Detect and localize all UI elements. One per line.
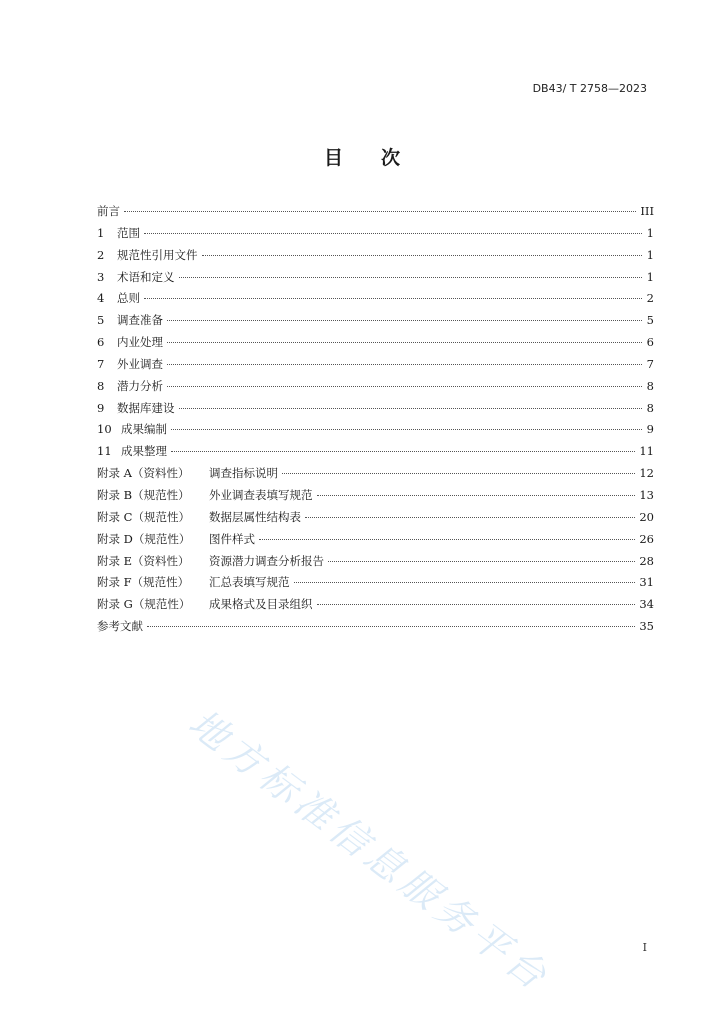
toc-page: 31 — [639, 575, 654, 590]
toc-page: 8 — [646, 400, 654, 415]
toc-entry-appendix-e[interactable] — [97, 553, 654, 575]
toc-page: 1 — [646, 247, 654, 262]
toc-appendix-label: 附录 A（资料性） — [97, 466, 190, 481]
title-char-2: 次 — [381, 147, 401, 169]
toc-label: 前言 — [97, 204, 120, 218]
toc-label: 成果整理 — [121, 444, 167, 459]
toc-entry-1[interactable] — [97, 225, 654, 247]
toc-entry-2[interactable] — [97, 247, 654, 269]
toc-leader — [259, 539, 635, 540]
toc-label: 外业调查表填写规范 — [209, 487, 313, 502]
toc-page: 26 — [639, 531, 654, 546]
toc-leader — [144, 298, 642, 299]
toc-entry-appendix-a[interactable] — [97, 465, 654, 487]
toc-number: 3 — [97, 269, 105, 284]
toc-page: 7 — [646, 356, 654, 371]
toc-leader — [179, 408, 643, 409]
toc-page: 28 — [639, 553, 654, 568]
standard-code: DB43/ T 2758—2023 — [532, 82, 647, 95]
toc-label: 范围 — [117, 225, 140, 240]
toc-leader — [294, 582, 636, 583]
toc-leader — [171, 451, 635, 452]
toc-entry-10[interactable] — [97, 421, 654, 443]
toc-leader — [144, 233, 642, 234]
title-char-1: 目 — [323, 147, 343, 169]
toc-appendix-label: 附录 E（资料性） — [97, 553, 190, 568]
toc-entry-foreword[interactable] — [97, 203, 654, 225]
toc-entry-appendix-d[interactable] — [97, 531, 654, 553]
toc-leader — [167, 364, 642, 365]
toc-page: 2 — [646, 291, 654, 306]
toc-appendix-label: 附录 C（规范性） — [97, 509, 190, 524]
toc-page: 20 — [639, 509, 654, 524]
toc-label: 术语和定义 — [117, 269, 175, 284]
toc-label: 数据库建设 — [117, 400, 175, 415]
toc-entry-5[interactable] — [97, 312, 654, 334]
toc-entry-8[interactable] — [97, 378, 654, 400]
toc-label: 外业调查 — [117, 356, 163, 371]
toc-entry-appendix-g[interactable] — [97, 596, 654, 618]
toc-label: 成果编制 — [121, 422, 167, 437]
toc-page: 34 — [639, 597, 654, 612]
toc-appendix-label: 附录 F（规范性） — [97, 575, 190, 590]
toc-leader — [167, 342, 642, 343]
toc-entry-9[interactable] — [97, 400, 654, 422]
toc-page: III — [640, 204, 654, 218]
toc-leader — [282, 473, 635, 474]
toc-leader — [305, 517, 635, 518]
watermark: 地方标准信息服务平台 — [180, 700, 559, 1001]
toc-page: 35 — [639, 619, 654, 634]
toc-leader — [124, 211, 636, 212]
page-title — [0, 143, 724, 170]
toc-number: 7 — [97, 356, 105, 371]
toc-page: 1 — [646, 225, 654, 240]
toc-leader — [167, 386, 642, 387]
toc-label: 总则 — [117, 291, 140, 306]
toc-number: 10 — [97, 422, 112, 437]
toc-entry-4[interactable] — [97, 290, 654, 312]
toc-entry-appendix-f[interactable] — [97, 574, 654, 596]
toc-number: 9 — [97, 400, 105, 415]
toc-page: 9 — [646, 422, 654, 437]
toc-leader — [179, 277, 643, 278]
toc-label: 资源潜力调查分析报告 — [209, 553, 324, 568]
toc-label: 调查指标说明 — [209, 466, 278, 481]
toc-label: 图件样式 — [209, 531, 255, 546]
toc-entry-appendix-b[interactable] — [97, 487, 654, 509]
toc-number: 8 — [97, 378, 105, 393]
toc-label: 内业处理 — [117, 335, 163, 350]
toc-number: 11 — [97, 444, 112, 459]
toc-label: 调查准备 — [117, 313, 163, 328]
toc-number: 2 — [97, 247, 105, 262]
toc-label: 汇总表填写规范 — [209, 575, 290, 590]
toc-page: 11 — [639, 444, 654, 459]
toc-label: 数据层属性结构表 — [209, 509, 301, 524]
toc-leader — [171, 429, 642, 430]
toc-leader — [147, 626, 635, 627]
toc-leader — [167, 320, 642, 321]
toc-number: 4 — [97, 291, 105, 306]
toc-entry-3[interactable] — [97, 269, 654, 291]
toc-leader — [317, 495, 636, 496]
toc-number: 1 — [97, 225, 105, 240]
toc-label: 潜力分析 — [117, 378, 163, 393]
toc-entry-appendix-c[interactable] — [97, 509, 654, 531]
toc-entry-references[interactable] — [97, 618, 654, 640]
toc-page: 6 — [646, 335, 654, 350]
toc-page: 12 — [639, 466, 654, 481]
page-number: I — [642, 941, 647, 954]
toc-label: 参考文献 — [97, 619, 143, 634]
toc-leader — [317, 604, 636, 605]
toc-page: 13 — [639, 487, 654, 502]
toc-number: 6 — [97, 335, 105, 350]
toc-label: 规范性引用文件 — [117, 247, 198, 262]
toc-appendix-label: 附录 G（规范性） — [97, 597, 191, 612]
toc-appendix-label: 附录 B（规范性） — [97, 487, 190, 502]
toc-entry-6[interactable] — [97, 334, 654, 356]
toc-label: 成果格式及目录组织 — [209, 597, 313, 612]
toc-entry-11[interactable] — [97, 443, 654, 465]
toc-number: 5 — [97, 313, 105, 328]
toc-leader — [202, 255, 643, 256]
toc-entry-7[interactable] — [97, 356, 654, 378]
toc-page: 8 — [646, 378, 654, 393]
toc-leader — [328, 561, 635, 562]
toc-page: 5 — [646, 313, 654, 328]
toc-page: 1 — [646, 269, 654, 284]
toc-appendix-label: 附录 D（规范性） — [97, 531, 191, 546]
table-of-contents — [97, 203, 654, 640]
